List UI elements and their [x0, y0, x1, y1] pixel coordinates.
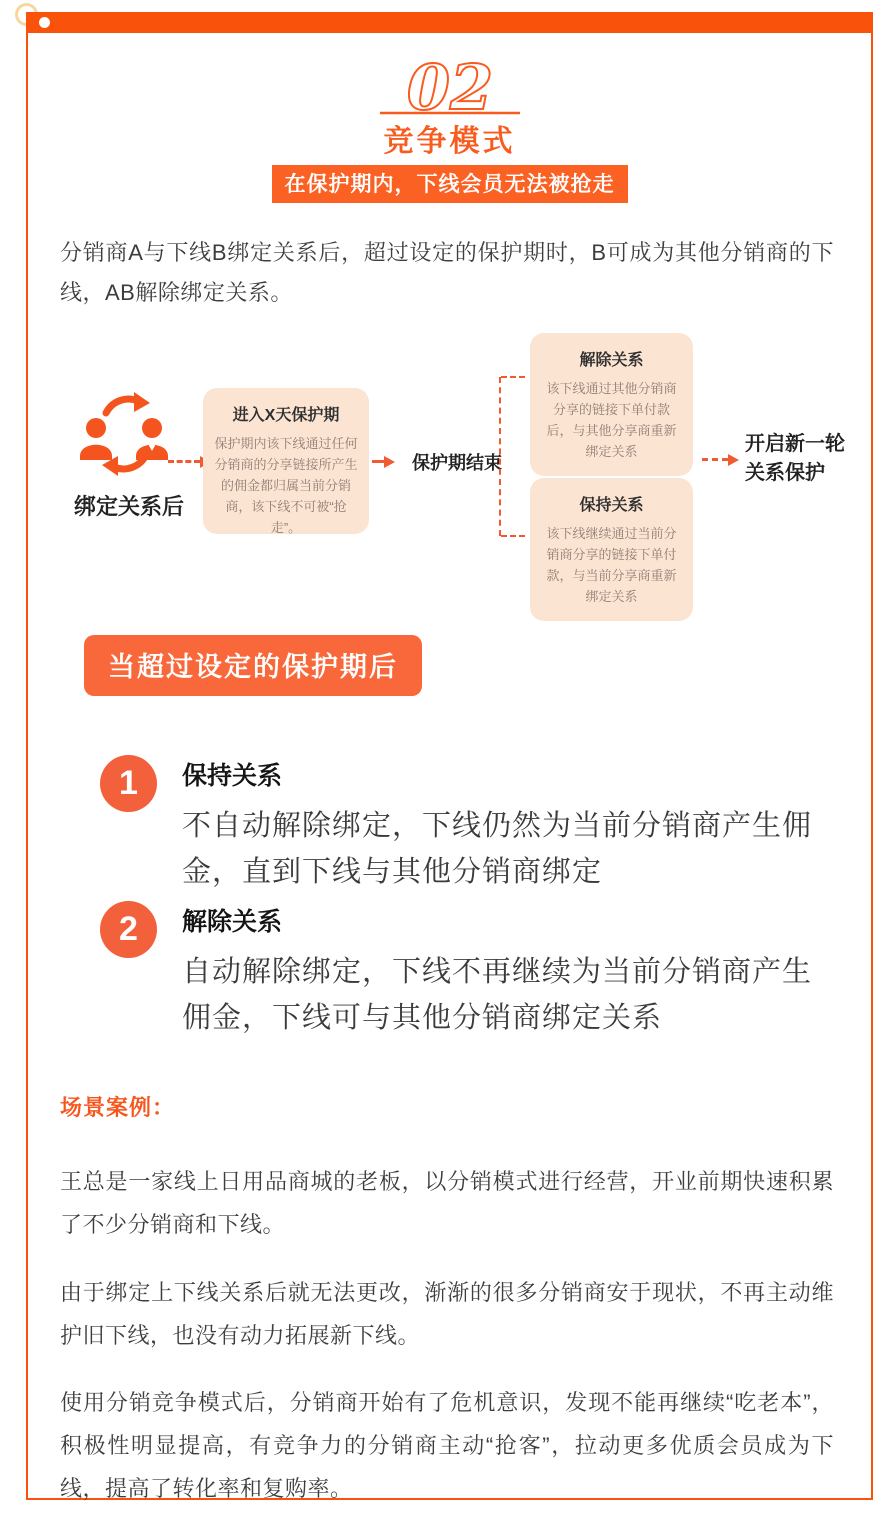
option-2-number-badge: 2 — [100, 901, 157, 958]
keep-box-title: 保持关系 — [579, 497, 644, 514]
protect-box-title: 进入X天保护期 — [232, 407, 340, 424]
dashed-arrow-2 — [372, 460, 384, 463]
dashed-arrow-1 — [168, 460, 200, 463]
option-keep — [100, 755, 835, 895]
keep-box — [530, 478, 693, 621]
section-number-text: 02 — [406, 52, 493, 124]
option-2-title: 解除关系 — [182, 908, 283, 936]
case-paragraph-2: 由于绑定上下线关系后就无法更改，渐渐的很多分销商安于现状，不再主动维护旧下线，也没有动力拓展新下线。 — [60, 1280, 834, 1348]
keep-box-body: 该下线继续通过当前分销商分享的链接下单付款，与当前分享商重新绑定关系 — [546, 526, 677, 604]
flow-diagram — [28, 330, 871, 605]
branch-bracket — [499, 377, 525, 536]
option-1-number-badge: 1 — [100, 755, 157, 812]
unbind-box-body: 该下线通过其他分销商分享的链接下单付款后，与其他分享商重新绑定关系 — [546, 381, 677, 459]
unbind-box — [530, 333, 693, 476]
top-bar — [26, 12, 873, 33]
flow-result-line1: 开启新一轮 — [745, 433, 845, 455]
case-heading: 场景案例： — [60, 1095, 176, 1120]
flow-result-label — [745, 430, 845, 488]
section-number-graphic — [320, 52, 580, 124]
unbind-box-title: 解除关系 — [579, 352, 644, 369]
option-unbind — [100, 901, 835, 1041]
option-2-body: 自动解除绑定，下线不再继续为当前分销商产生佣金，下线可与其他分销商绑定关系 — [182, 956, 813, 1034]
protect-box-body: 保护期内该下线通过任何分销商的分享链接所产生的佣金都归属当前分销商，该下线不可被“抢走”。 — [214, 436, 358, 535]
option-1-body: 不自动解除绑定，下线仍然为当前分销商产生佣金，直到下线与其他分销商绑定 — [182, 810, 813, 888]
case-paragraph-3: 使用分销竞争模式后，分销商开始有了危机意识，发现不能再继续“吃老本”，积极性明显提高，有竞争力的分销商主动“抢客”，拉动更多优质会员成为下线，提高了转化率和复购率。 — [60, 1390, 834, 1501]
dashed-arrow-3 — [702, 458, 728, 461]
banner-row — [28, 165, 871, 203]
page-title: 竞争模式 — [383, 125, 516, 158]
flow-start-label: 绑定关系后 — [73, 494, 184, 519]
protection-end-label: 保护期结束 — [412, 453, 502, 473]
option-2-content — [182, 901, 826, 1041]
page-sheet — [26, 12, 873, 1500]
people-exchange-icon — [76, 386, 176, 484]
dot-decoration — [39, 17, 50, 28]
case-paragraph-1: 王总是一家线上日用品商城的老板，以分销模式进行经营，开业前期快速积累了不少分销商和下线。 — [60, 1169, 834, 1237]
option-1-content — [182, 755, 826, 895]
intro-paragraph: 分销商A与下线B绑定关系后，超过设定的保护期时，B可成为其他分销商的下线，AB解除绑定关系。 — [60, 240, 834, 305]
option-1-title: 保持关系 — [182, 762, 283, 790]
protect-period-box — [203, 388, 369, 534]
flow-result-line2: 关系保护 — [745, 462, 825, 484]
protection-banner: 在保护期内，下线会员无法被抢走 — [272, 165, 628, 203]
after-protection-ribbon: 当超过设定的保护期后 — [84, 635, 422, 696]
